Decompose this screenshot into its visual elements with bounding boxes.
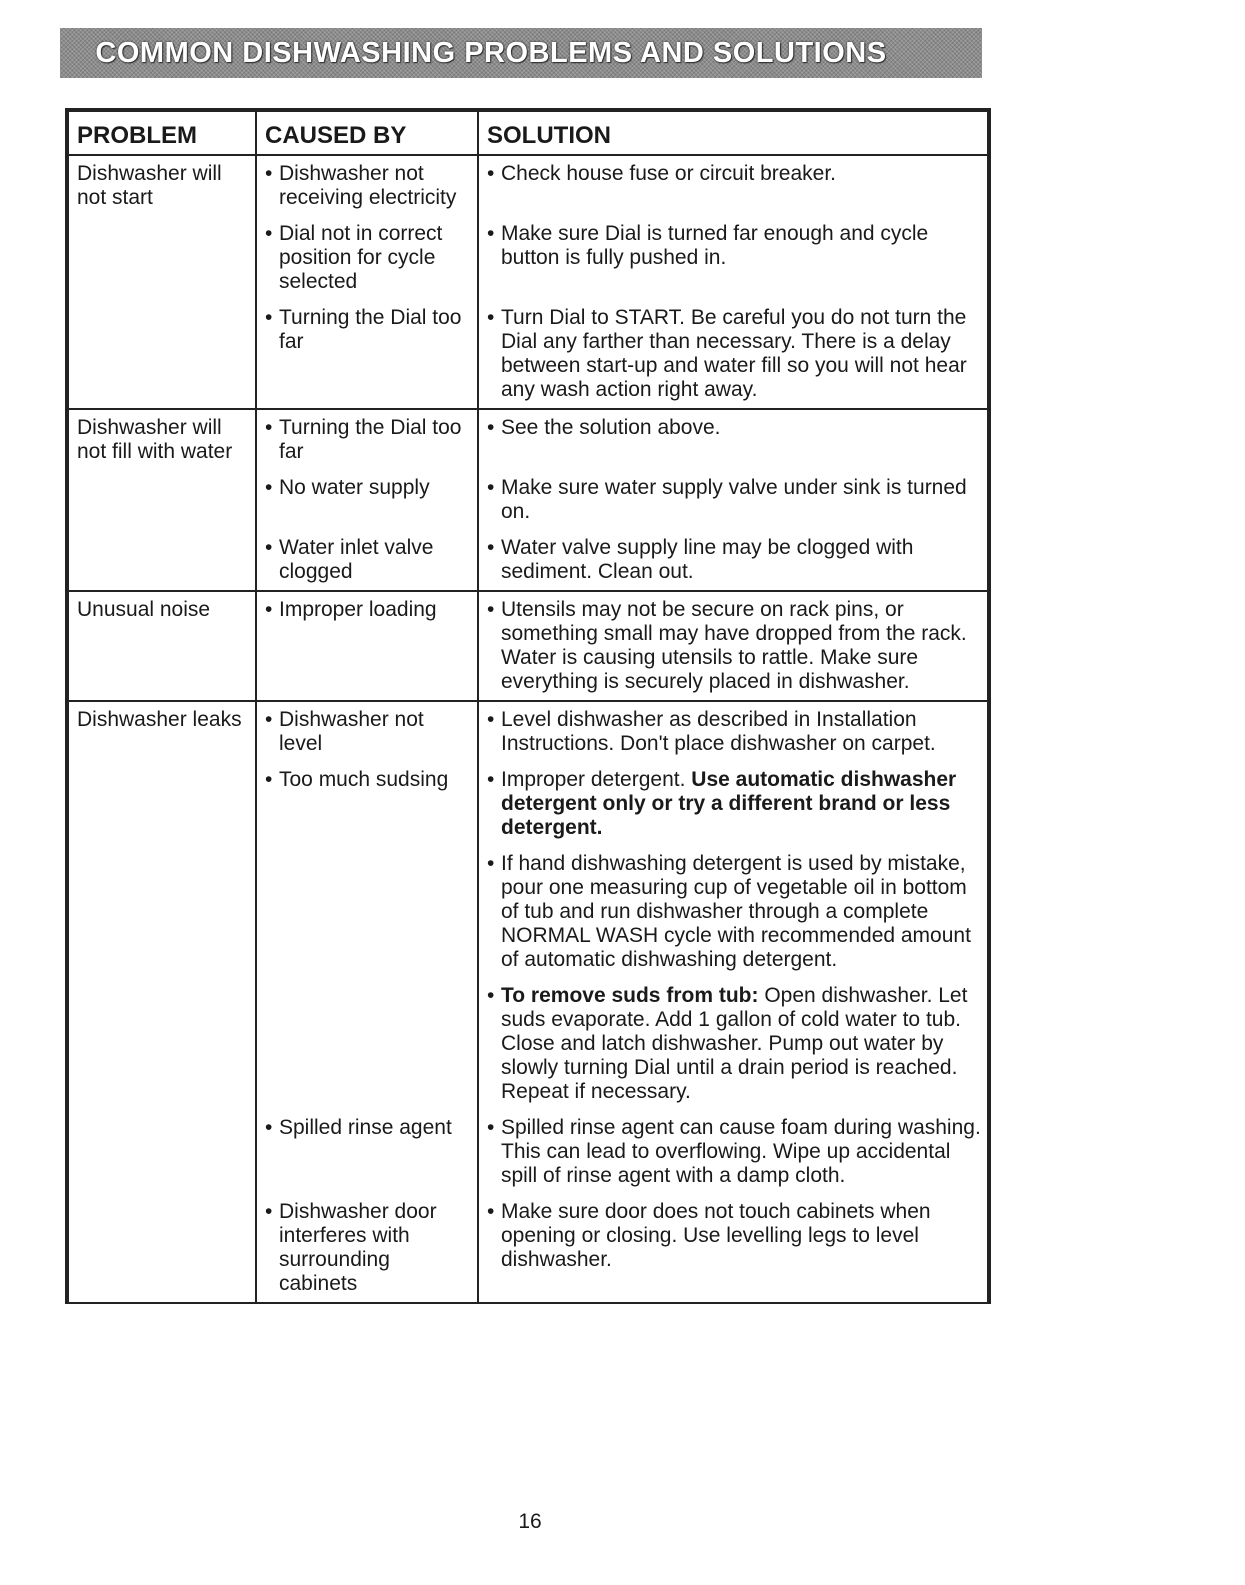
table-header-row bbox=[68, 111, 988, 155]
solution-cell: • Make sure water supply valve under sink is turned on. bbox=[478, 470, 988, 530]
solution-cell: • Water valve supply line may be clogged with sediment. Clean out. bbox=[478, 530, 988, 591]
solution-cell: • Make sure Dial is turned far enough and cycle button is fully pushed in. bbox=[478, 216, 988, 300]
header-solution: SOLUTION bbox=[478, 111, 988, 155]
problem-cell: Dishwasher will not fill with water bbox=[68, 409, 256, 591]
solution-bold-text: Use automatic dishwasher detergent only or try a different brand or less detergent. bbox=[501, 768, 957, 839]
solution-cell: • If hand dishwashing detergent is used by mistake, pour one measuring cup of vegetable oil in bottom of tub and run dishwasher through a complete NORMAL WASH cycle with recommended amount of automatic dishwashing detergent. bbox=[478, 846, 988, 978]
solution-cell bbox=[478, 978, 988, 1110]
solution-cell: • Utensils may not be secure on rack pins, or something small may have dropped from the rack. Water is causing utensils to rattle. Make sure everything is securely placed in dishwasher. bbox=[478, 591, 988, 701]
solution-text: Improper detergent. bbox=[501, 768, 686, 791]
solution-text: Open dishwasher. Let suds evaporate. Add 1 gallon of cold water to tub. Close and latch dishwasher. Pump out water by slowly turning Dial until a drain period is reached. Repeat if necessary. bbox=[501, 984, 968, 1103]
solution-cell bbox=[478, 762, 988, 846]
cause-cell: • Dial not in correct position for cycle selected bbox=[256, 216, 478, 300]
cause-cell bbox=[256, 978, 478, 1110]
cause-cell: • Turning the Dial too far bbox=[256, 409, 478, 470]
table-row bbox=[68, 591, 988, 701]
page-number: 16 bbox=[518, 1510, 542, 1533]
problem-cell: Dishwasher leaks bbox=[68, 701, 256, 1302]
solution-cell: • Make sure door does not touch cabinets when opening or closing. Use levelling legs to level dishwasher. bbox=[478, 1194, 988, 1302]
solution-cell: • Check house fuse or circuit breaker. bbox=[478, 155, 988, 216]
table-row bbox=[68, 155, 988, 216]
header-caused-by: CAUSED BY bbox=[256, 111, 478, 155]
solution-cell: • Spilled rinse agent can cause foam during washing. This can lead to overflowing. Wipe up accidental spill of rinse agent with a damp cloth. bbox=[478, 1110, 988, 1194]
cause-cell: • Dishwasher door interferes with surrounding cabinets bbox=[256, 1194, 478, 1302]
cause-cell: • Too much sudsing bbox=[256, 762, 478, 846]
solution-bold-lead: To remove suds from tub: bbox=[501, 984, 759, 1007]
cause-cell: • Dishwasher not level bbox=[256, 701, 478, 762]
problem-cell: Dishwasher will not start bbox=[68, 155, 256, 409]
cause-cell: • No water supply bbox=[256, 470, 478, 530]
table-row bbox=[68, 409, 988, 470]
solution-cell: • Level dishwasher as described in Installation Instructions. Don't place dishwasher on carpet. bbox=[478, 701, 988, 762]
problems-table bbox=[65, 108, 991, 1304]
header-problem: PROBLEM bbox=[68, 111, 256, 155]
table-row bbox=[68, 701, 988, 762]
solution-cell: • See the solution above. bbox=[478, 409, 988, 470]
cause-cell: • Turning the Dial too far bbox=[256, 300, 478, 409]
page-title: COMMON DISHWASHING PROBLEMS AND SOLUTIONS bbox=[95, 36, 887, 69]
cause-cell: • Spilled rinse agent bbox=[256, 1110, 478, 1194]
cause-cell bbox=[256, 846, 478, 978]
cause-cell: • Dishwasher not receiving electricity bbox=[256, 155, 478, 216]
title-banner bbox=[60, 28, 982, 78]
solution-cell: • Turn Dial to START. Be careful you do not turn the Dial any farther than necessary. There is a delay between start-up and water fill so you will not hear any wash action right away. bbox=[478, 300, 988, 409]
cause-cell: • Improper loading bbox=[256, 591, 478, 701]
problem-cell: Unusual noise bbox=[68, 591, 256, 701]
cause-cell: • Water inlet valve clogged bbox=[256, 530, 478, 591]
